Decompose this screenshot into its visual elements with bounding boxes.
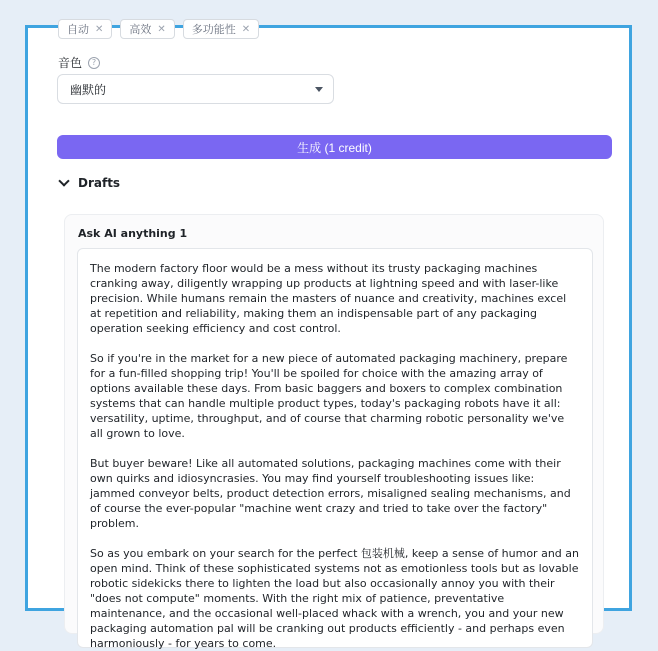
drafts-label: Drafts xyxy=(78,176,121,190)
close-icon[interactable]: ✕ xyxy=(241,23,251,35)
chevron-down-icon xyxy=(58,175,69,186)
question-circle-icon[interactable]: ? xyxy=(88,57,100,69)
tag-label: 多功能性 xyxy=(191,23,236,36)
voice-select[interactable] xyxy=(57,74,334,104)
draft-paragraph: The modern factory floor would be a mess without its trusty packaging machines cranking away, diligently wrapping up products at lightning speed and with laser-like precision. While humans remain the masters of nuance and creativity, machines excel at repetition and reliability, making them an indispensable part of any packaging operation seeking efficiency and cost control. xyxy=(90,262,567,335)
generate-button[interactable]: 生成 (1 credit) xyxy=(57,135,612,159)
tag-label: 高效 xyxy=(129,23,152,36)
draft-title: Ask AI anything 1 xyxy=(78,227,188,240)
chevron-down-icon xyxy=(315,87,323,92)
keyword-tags xyxy=(58,19,259,39)
drafts-toggle[interactable] xyxy=(60,176,120,190)
draft-paragraph: So as you embark on your search for the perfect 包装机械, keep a sense of humor and an open mind. Think of these sophisticated systems not as emotionless tools but as lovable robotic sidekicks there to lighten the load but also occasionally annoy you with their "does not compute" moments. With the right mix of patience, preventative maintenance, and the occasional well-placed whack with a wrench, you and your new packaging automation pal will be cranking out products efficiently - and perhaps even harmoniously - for years to come. xyxy=(90,547,579,650)
draft-textarea[interactable] xyxy=(77,248,593,648)
draft-card xyxy=(64,214,604,650)
tag-chip[interactable] xyxy=(58,19,112,39)
close-icon[interactable]: ✕ xyxy=(95,23,104,35)
voice-selected-value: 幽默的 xyxy=(70,82,107,97)
app-frame xyxy=(25,23,632,650)
draft-paragraph: But buyer beware! Like all automated solutions, packaging machines come with their own quirks and idiosyncrasies. You may find yourself troubleshooting issues like: jammed conveyor belts, product detection errors, misaligned sealing mechanisms, and of course the ever-popular "machine went crazy and tried to take over the factory" problem. xyxy=(90,457,571,530)
voice-field-label xyxy=(58,54,100,71)
tag-chip[interactable] xyxy=(183,19,259,39)
voice-label-text: 音色 xyxy=(58,56,83,70)
draft-paragraph: So if you're in the market for a new piece of automated packaging machinery, prepare for a fun-filled shopping trip! You'll be spoiled for choice with the amazing array of options available these days. From basic baggers and boxers to complex combination systems that can handle multiple product types, today's packaging robots have it all: versatility, uptime, throughput, and of course that charming robotic personality we've all grown to love. xyxy=(90,352,568,440)
close-icon[interactable]: ✕ xyxy=(157,23,166,35)
tag-chip[interactable] xyxy=(120,19,174,39)
tag-label: 自动 xyxy=(67,23,89,36)
